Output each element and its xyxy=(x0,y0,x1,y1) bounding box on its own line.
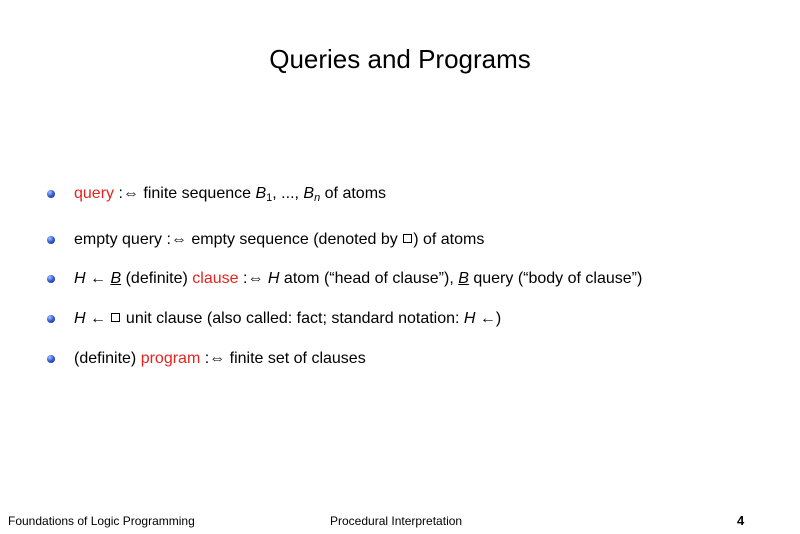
term-clause: clause xyxy=(192,270,239,287)
var-h: H xyxy=(74,270,86,287)
var-b: B xyxy=(255,185,267,202)
slide-title: Queries and Programs xyxy=(269,44,531,74)
text-segment: finite sequence xyxy=(143,185,252,202)
subscript: 1 xyxy=(266,192,273,204)
text-segment: of atoms xyxy=(324,185,387,202)
footer-section-title: Procedural Interpretation xyxy=(330,514,463,528)
subscript: n xyxy=(314,192,321,204)
text-segment: empty query :⇔ empty sequence (denoted by xyxy=(74,231,398,248)
iff-symbol: :⇔ xyxy=(118,185,139,202)
text-segment: (definite) xyxy=(74,350,137,367)
left-arrow-symbol: ← xyxy=(90,270,107,287)
left-arrow-symbol: ← xyxy=(90,310,107,327)
bullet-icon xyxy=(47,190,55,198)
bullet-text xyxy=(74,184,386,204)
bullet-text xyxy=(74,349,366,369)
bullet-text xyxy=(74,269,642,289)
bullet-text xyxy=(74,309,501,329)
var-b-underlined: B xyxy=(458,270,469,287)
text-segment: query (“body of clause”) xyxy=(473,270,643,287)
bullet-icon xyxy=(47,315,55,323)
var-b: B xyxy=(303,185,315,202)
text-segment: atom (“head of clause”), xyxy=(283,270,454,287)
text-segment: , ..., xyxy=(272,185,304,202)
bullet-icon xyxy=(47,275,55,283)
var-h: H xyxy=(463,310,476,327)
term-query: query xyxy=(74,185,115,202)
text-segment: unit clause (also called: fact; standard notation: xyxy=(125,310,460,327)
var-h: H xyxy=(267,270,280,287)
text-segment: ←) xyxy=(479,310,502,327)
page-number: 4 xyxy=(737,513,745,528)
empty-box-icon xyxy=(403,234,412,243)
var-h: H xyxy=(74,310,86,327)
iff-symbol: :⇔ xyxy=(243,270,264,287)
text-segment: ) of atoms xyxy=(413,231,485,248)
empty-box-icon xyxy=(111,313,120,322)
footer-course-title: Foundations of Logic Programming xyxy=(8,514,195,528)
text-segment: :⇔ finite set of clauses xyxy=(204,350,366,367)
bullet-text xyxy=(74,230,484,250)
text-segment: (definite) xyxy=(125,270,188,287)
var-b-underlined: B xyxy=(110,270,122,287)
bullet-icon xyxy=(47,236,55,244)
term-program: program xyxy=(140,350,201,367)
bullet-icon xyxy=(47,355,55,363)
